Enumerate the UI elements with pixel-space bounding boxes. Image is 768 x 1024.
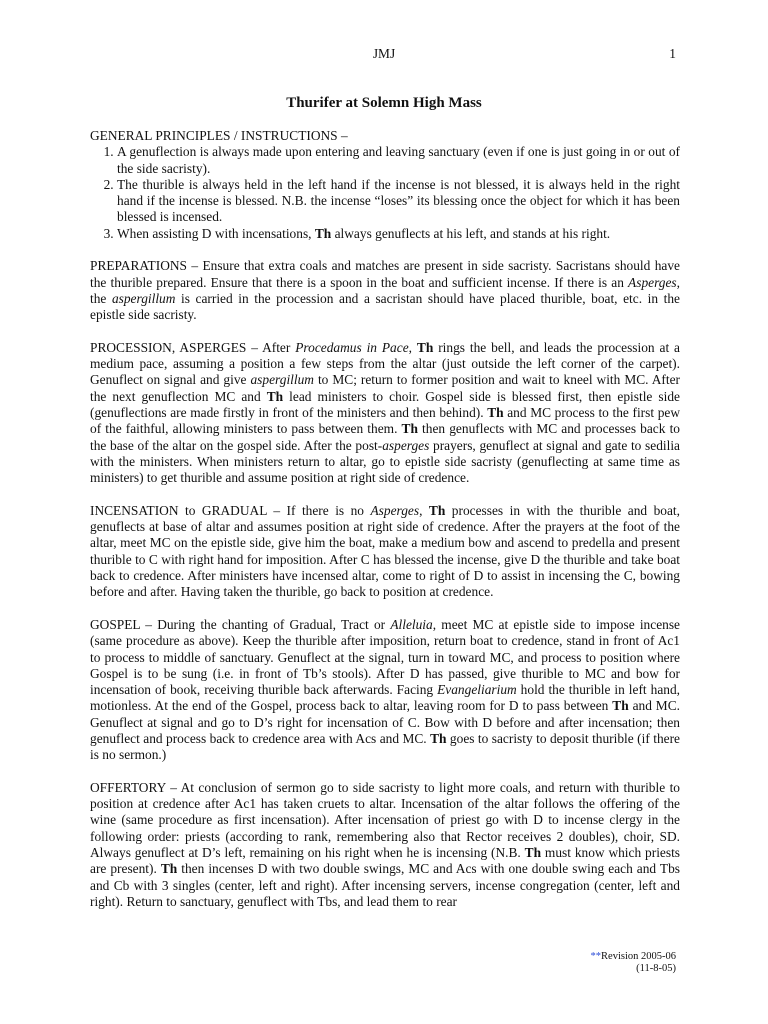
section-heading: GENERAL PRINCIPLES / INSTRUCTIONS –: [90, 128, 348, 143]
section-preparations: [90, 258, 680, 323]
list-item: 3. When assisting D with incensations, Th always genuflects at his left, and stands at his right.: [117, 226, 680, 242]
principles-list: [90, 144, 680, 242]
section-offertory: [90, 780, 680, 910]
paragraph: PREPARATIONS – Ensure that extra coals and matches are present in side sacristy. Sacristans should have the thurible prepared. Ensure that there is a spoon in the boat and sufficient incense. If there is an Asperges, the aspergillum is carried in the procession and a sacristan should have placed thurible, boat, etc. in the epistle side sacristy.: [90, 258, 680, 323]
document-title: Thurifer at Solemn High Mass: [286, 95, 482, 111]
section-procession: [90, 340, 680, 487]
section-gospel: [90, 617, 680, 764]
paragraph: GOSPEL – During the chanting of Gradual, Tract or Alleluia, meet MC at epistle side to impose incense (same procedure as above). Keep the thurible after imposition, return boat to credence, stand in front of Ac1 to process to middle of sanctuary. Genuflect at the signal, turn in toward MC, and process to position where Gospel is to be sung (i.e. in front of Tb’s stools). After D has passed, give thurible to MC and bow for incensation of book, receiving thurible back afterwards. Facing Evangeliarium hold the thurible in left hand, motionless. At the end of the Gospel, process back to altar, leaving room for D to pass between Th and MC. Genuflect at signal and go to D’s right for incensation of C. Bow with D before and after incensation; then genuflect and process back to credence area with Acs and MC. Th goes to sacristy to deposit thurible (if there is no sermon.): [90, 616, 681, 763]
list-item: 1. A genuflection is always made upon entering and leaving sanctuary (even if one is just going in or out of the side sacristy).: [117, 144, 680, 177]
section-general-principles: [90, 128, 680, 242]
header-jmj: JMJ: [372, 46, 396, 61]
list-item: 2. The thurible is always held in the left hand if the incense is not blessed, it is always held in the right hand if the incense is blessed. N.B. the incense “loses” its blessing once the object for which it has been blessed is incensed.: [117, 177, 680, 226]
revision-date: (11-8-05): [636, 963, 676, 974]
page-number: 1: [669, 46, 676, 61]
section-incensation: [90, 503, 680, 601]
paragraph: INCENSATION to GRADUAL – If there is no Asperges, Th processes in with the thurible and boat, genuflects at base of altar and assumes position at right side of credence. After the prayers at the foot of the altar, meet MC on the epistle side, give him the boat, make a medium bow and ascend to predella and present thurible to C with right hand for imposition. After C has blessed the incense, give D the thurible and take boat back to credence. After ministers have incensed altar, come to right of D to assist in incensing the C, bowing before and after. Having taken the thurible, go back to position at credence.: [90, 502, 680, 600]
paragraph: OFFERTORY – At conclusion of sermon go to side sacristy to light more coals, and return with thurible to position at credence after Ac1 has taken cruets to altar. Incensation of the altar follows the offering of the wine (same procedure as first incensation). After incensation of priest go with D to incense clergy in the following order: priests (according to rank, remembering also that Rector receives 2 doubles), choir, SD. Always genuflect at D’s left, remaining on his right when he is incensing (N.B. Th must know which priests are present). Th then incenses D with two double swings, MC and Acs with one double swing each and Tbs and Cb with 3 singles (center, left and right). After incensing servers, incense congregation (center, left and right). Return to sanctuary, genuflect with Tbs, and lead them to rear: [90, 779, 681, 909]
revision-footer: [591, 951, 676, 975]
paragraph: PROCESSION, ASPERGES – After Procedamus in Pace, Th rings the bell, and leads the procession at a medium pace, assuming a position a few steps from the altar (just outside the left corner of the carpet). Genuflect on signal and give aspergillum to MC; return to former position and wait to kneel with MC. After the next genuflection MC and Th lead ministers to choir. Gospel side is blessed first, then epistle side (genuflections are made firstly in front of the ministers and then behind). Th and MC process to the first pew of the faithful, allowing ministers to pass between them. Th then genuflects with MC and processes back to the base of the altar on the gospel side. After the post-asperges prayers, genuflect at signal and gate to sedilia with the ministers. When ministers return to altar, go to epistle side sacristy (genuflecting at same time as ministers) to get thurible and assume position at right side of credence.: [90, 339, 681, 486]
revision-marker: **: [590, 951, 602, 962]
document-body: [90, 128, 680, 927]
revision-label: Revision 2005-06: [601, 951, 676, 962]
